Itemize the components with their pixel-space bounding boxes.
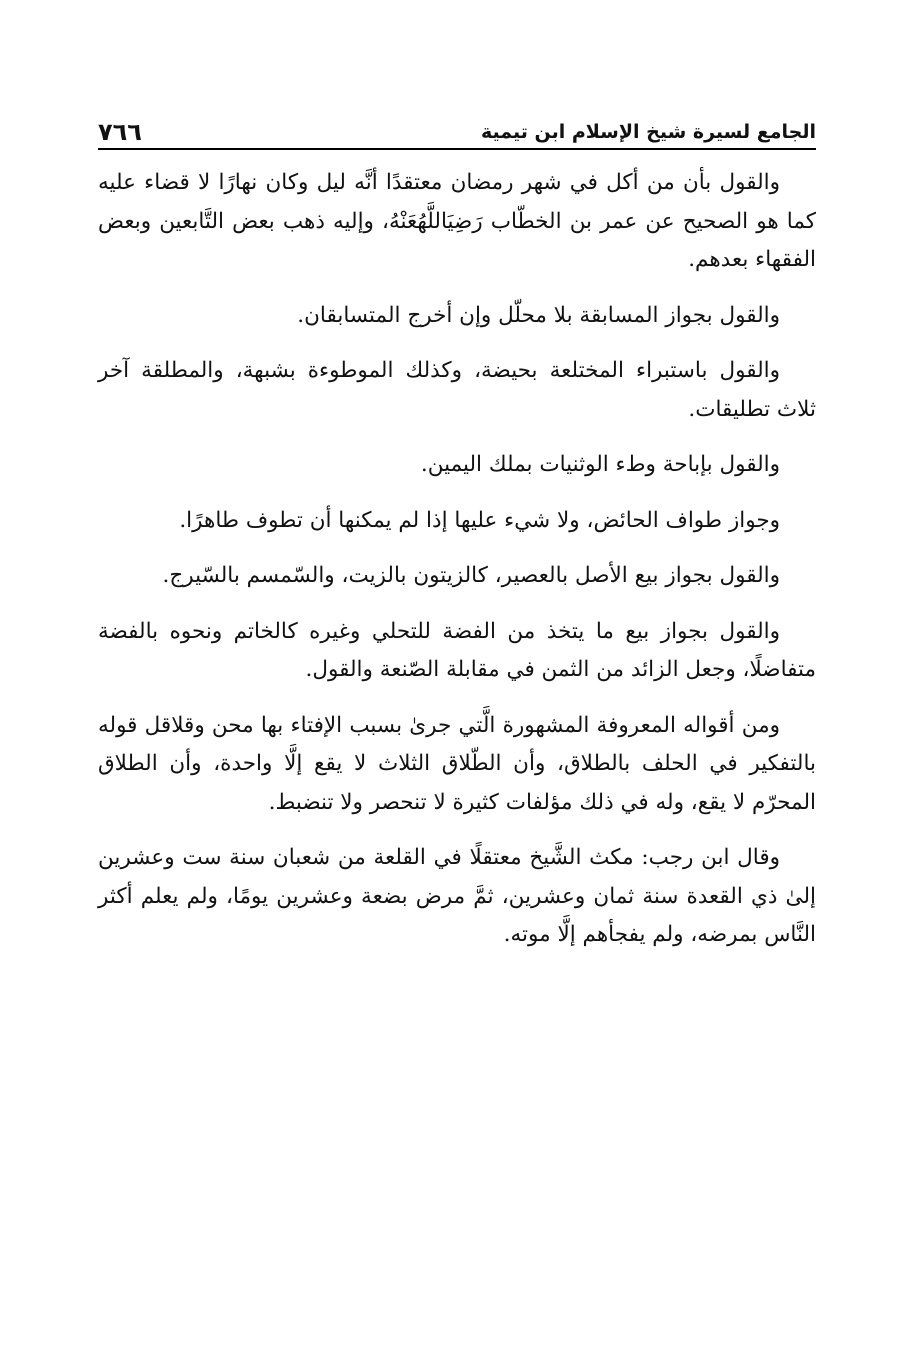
- paragraph-racing: والقول بجواز المسابقة بلا محلّل وإن أخرج المتسابقان.: [297, 302, 780, 328]
- book-page: [98, 108, 816, 1308]
- page-header: [98, 108, 816, 150]
- paragraph-ibn-rajab: وقال ابن رجب: مكث الشَّيخ معتقلًا في القلعة من شعبان سنة ست وعشرين إلىٰ ذي القعدة سنة ثمان وعشرين، ثمَّ مرض بضعة وعشرين يومًا، ولم يعلم أكثر النَّاس بمرضه، ولم يفجأهم إلَّا موته.: [98, 845, 816, 947]
- paragraph-concubines: والقول بإباحة وطء الوثنيات بملك اليمين.: [420, 452, 780, 477]
- paragraph-silver: والقول بجواز بيع ما يتخذ من الفضة للتحلي وغيره كالخاتم ونحوه بالفضة متفاضلًا، وجعل الزائد من الثمن في مقابلة الصّنعة والقول.: [98, 618, 816, 682]
- paragraph-sale-origin: والقول بجواز بيع الأصل بالعصير، كالزيتون بالزيت، والسّمسم بالسّيرج.: [162, 563, 780, 588]
- page-body: [98, 164, 816, 955]
- paragraph-khul: والقول باستبراء المختلعة بحيضة، وكذلك الموطوءة بشبهة، والمطلقة آخر ثلاث تطليقات.: [98, 358, 816, 422]
- page-number: ٧٦٦: [98, 118, 142, 146]
- paragraph-fasting: والقول بأن من أكل في شهر رمضان معتقدًا أنَّه ليل وكان نهارًا لا قضاء عليه كما هو الصحيح عن عمر بن الخطّاب رَضِيَاللَّهُعَنْهُ، وإليه ذهب بعض التَّابعين وبعض الفقهاء بعدهم.: [98, 170, 816, 272]
- paragraph-tawaf: وجواز طواف الحائض، ولا شيء عليها إذا لم يمكنها أن تطوف طاهرًا.: [179, 507, 780, 533]
- paragraph-divorce: ومن أقواله المعروفة المشهورة الَّتي جرىٰ بسبب الإفتاء بها محن وقلاقل قوله بالتفكير في الحلف بالطلاق، وأن الطّلاق الثلاث لا يقع إلَّا واحدة، وأن الطلاق المحرّم لا يقع، وله في ذلك مؤلفات كثيرة لا تنحصر ولا تنضبط.: [98, 712, 816, 815]
- running-title: الجامع لسيرة شيخ الإسلام ابن تيمية: [480, 121, 816, 143]
